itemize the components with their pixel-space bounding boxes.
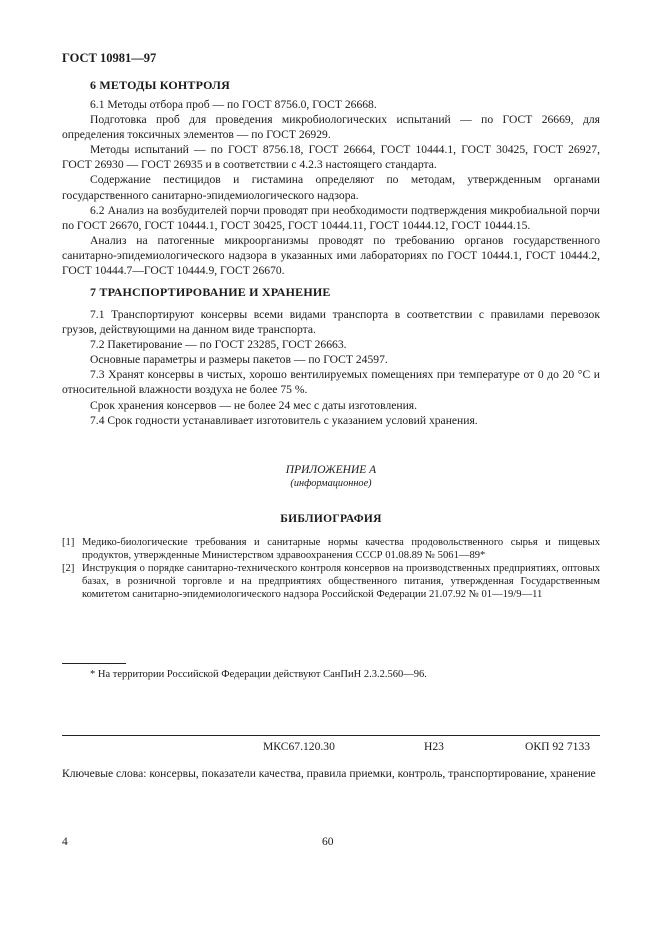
page-number-center: 60 xyxy=(322,836,334,848)
bibliography-list xyxy=(62,536,600,601)
bibliography-text: Медико-биологические требования и санитарные нормы качества продовольственного сырья и пищевых продуктов, утвержденные Министерством здравоохранения СССР 01.08.89 № 5061—89* xyxy=(82,537,600,562)
paragraph: 7.2 Пакетирование — по ГОСТ 23285, ГОСТ 26663. xyxy=(90,338,347,352)
paragraph: Анализ на патогенные микроорганизмы проводят по требованию органов государственного санитарно-эпидемиологического надзора в указанных ими лабораториях по ГОСТ 10444.1, ГОСТ 10444.2, ГОСТ 10444.7—ГОСТ 10444.9, ГОСТ 26670. xyxy=(62,233,600,278)
paragraph: 7.1 Транспортируют консервы всеми видами транспорта в соответствии с правилами перевозок грузов, действующими на данном виде транспорта. xyxy=(62,308,600,337)
paragraph: Подготовка проб для проведения микробиологических испытаний — по ГОСТ 26669, для определения токсичных элементов — по ГОСТ 26929. xyxy=(62,113,600,142)
appendix-heading xyxy=(62,463,600,491)
bibliography-number: [1] xyxy=(62,537,75,548)
paragraph: Срок хранения консервов — не более 24 мес с даты изготовления. xyxy=(90,398,418,412)
paragraph: Методы испытаний — по ГОСТ 8756.18, ГОСТ 26664, ГОСТ 10444.1, ГОСТ 30425, ГОСТ 26927, ГОСТ 26930 — ГОСТ 26935 и в соответствии с 4.2.3 настоящего стандарта. xyxy=(62,143,600,172)
appendix-subtitle: (информационное) xyxy=(290,478,372,489)
paragraph: 6.2 Анализ на возбудителей порчи проводят при необходимости подтверждения микробиальной порчи по ГОСТ 26670, ГОСТ 10444.1, ГОСТ 30425, ГОСТ 10444.11, ГОСТ 10444.12, ГОСТ 10444.15. xyxy=(62,203,600,232)
paragraph: Основные параметры и размеры пакетов — по ГОСТ 24597. xyxy=(90,353,388,367)
standard-code-header: ГОСТ 10981—97 xyxy=(62,51,157,65)
keywords: Ключевые слова: консервы, показатели качества, правила приемки, контроль, транспортирование, хранение xyxy=(62,767,596,780)
footnote: * На территории Российской Федерации действуют СанПиН 2.3.2.560—96. xyxy=(90,669,427,680)
mks-code: МКС67.120.30 xyxy=(263,740,335,753)
section-6-title: 6 МЕТОДЫ КОНТРОЛЯ xyxy=(90,78,231,92)
bibliography-item xyxy=(62,536,600,562)
footnote-divider xyxy=(62,663,126,664)
paragraph: Содержание пестицидов и гистамина определяют по методам, утвержденным органами государственного санитарно-эпидемиологического надзора. xyxy=(62,173,600,202)
group-code: Н23 xyxy=(424,740,444,753)
classification-divider xyxy=(62,735,600,736)
bibliography-item xyxy=(62,562,600,601)
appendix-title: ПРИЛОЖЕНИЕ А xyxy=(285,464,377,476)
page-number-left: 4 xyxy=(62,836,68,848)
section-7-title: 7 ТРАНСПОРТИРОВАНИЕ И ХРАНЕНИЕ xyxy=(90,285,331,299)
okp-code: ОКП 92 7133 xyxy=(525,740,591,753)
bibliography-title: БИБЛИОГРАФИЯ xyxy=(280,513,382,525)
section-6-body xyxy=(62,97,600,278)
paragraph: 7.3 Хранят консервы в чистых, хорошо вентилируемых помещениях при температуре от 0 до 20 °С и относительной влажности воздуха не более 75 %. xyxy=(62,368,600,397)
paragraph: 6.1 Методы отбора проб — по ГОСТ 8756.0, ГОСТ 26668. xyxy=(90,98,377,111)
paragraph: 7.4 Срок годности устанавливает изготовитель с указанием условий хранения. xyxy=(90,413,478,427)
bibliography-text: Инструкция о порядке санитарно-технического контроля консервов на производственных предприятиях, оптовых базах, в розничной торговле и на предприятиях общественного питания, утвержденная Государственным комитетом санитарно-эпидемиологического надзора Российской Федерации 21.07.92 № 01—19/9—11 xyxy=(82,563,600,601)
bibliography-number: [2] xyxy=(62,563,75,575)
section-7-body xyxy=(62,307,600,428)
